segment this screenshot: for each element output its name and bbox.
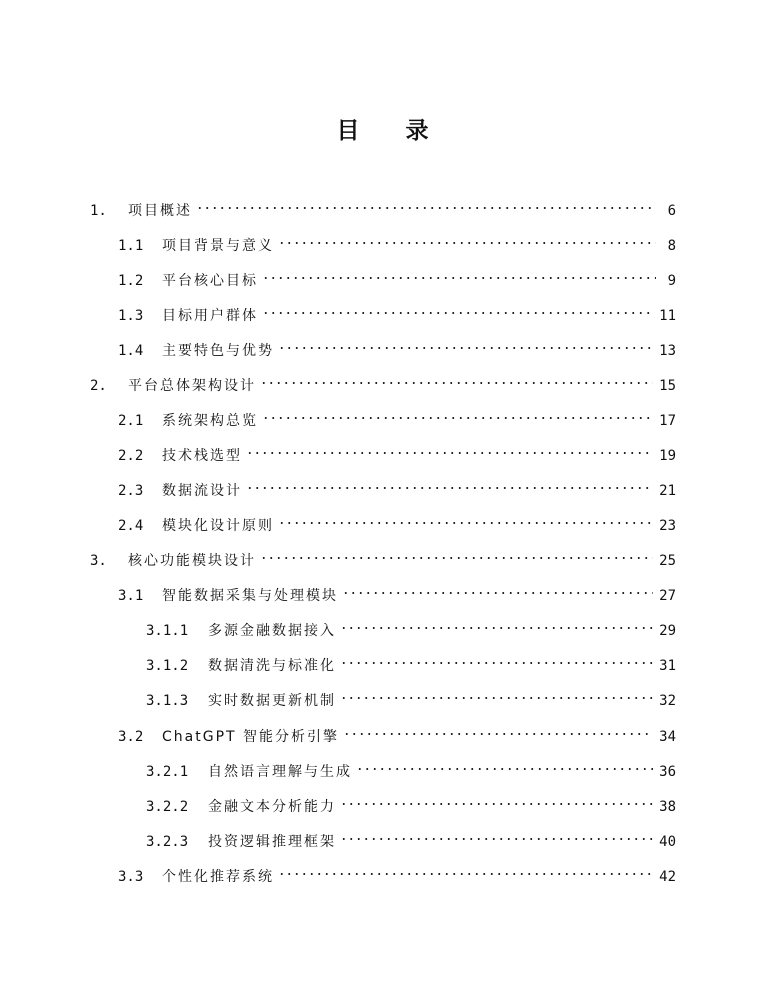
toc-entry[interactable] — [118, 719, 676, 745]
toc-entry-title: 数据清洗与标准化 — [208, 658, 336, 674]
toc-entry-title: 平台总体架构设计 — [128, 378, 256, 394]
toc-entry-title: 平台核心目标 — [162, 273, 258, 289]
toc-entry[interactable] — [146, 613, 676, 639]
toc-entry[interactable] — [118, 438, 676, 464]
toc-entry-number: 1.1 — [118, 238, 144, 254]
toc-leader-dots — [340, 613, 653, 635]
toc-leader-dots — [246, 473, 653, 495]
toc-entry[interactable] — [118, 473, 676, 499]
toc-entry-title: 技术栈选型 — [162, 448, 242, 464]
toc-entry[interactable] — [146, 789, 676, 815]
toc-entry[interactable] — [118, 298, 676, 324]
toc-entry-title: 项目背景与意义 — [162, 238, 274, 254]
toc-entry-page-number: 25 — [659, 553, 676, 569]
toc-entry[interactable] — [146, 754, 676, 780]
toc-leader-dots — [340, 789, 653, 811]
toc-entry-title: 数据流设计 — [162, 483, 242, 499]
toc-entry-page-number: 13 — [659, 343, 676, 359]
toc-entry-page-number: 36 — [659, 764, 676, 780]
toc-entry[interactable] — [118, 263, 676, 289]
toc-entry-title: 项目概述 — [128, 203, 192, 219]
toc-entry-number: 3.2.1 — [146, 764, 189, 780]
toc-entry-title: 投资逻辑推理框架 — [208, 834, 336, 850]
toc-entry-title: 模块化设计原则 — [162, 518, 274, 534]
toc-title-char-1: 目 — [336, 117, 360, 144]
toc-entry-title: 目标用户群体 — [162, 308, 258, 324]
toc-entry[interactable] — [118, 859, 676, 885]
toc-entry-page-number: 21 — [659, 483, 676, 499]
toc-entry-number: 1. — [90, 203, 107, 219]
toc-leader-dots — [262, 263, 656, 285]
toc-entry-title: 核心功能模块设计 — [128, 553, 256, 569]
toc-entry-page-number: 40 — [659, 834, 676, 850]
toc-entry-page-number: 8 — [667, 238, 676, 254]
toc-entry-page-number: 38 — [659, 799, 676, 815]
toc-leader-dots — [262, 403, 653, 425]
toc-entry-number: 3.1.1 — [146, 623, 189, 639]
toc-leader-dots — [340, 683, 653, 705]
toc-leader-dots — [278, 333, 653, 355]
toc-leader-dots — [260, 543, 653, 565]
toc-leader-dots — [278, 228, 656, 250]
toc-entry-page-number: 15 — [659, 378, 676, 394]
toc-entry-page-number: 17 — [659, 413, 676, 429]
toc-entry-number: 3.1.2 — [146, 658, 189, 674]
toc-entry-number: 3.1 — [118, 588, 144, 604]
toc-entry[interactable] — [90, 543, 676, 569]
toc-entry-number: 3.1.3 — [146, 693, 189, 709]
toc-entry-page-number: 42 — [659, 869, 676, 885]
toc-entry-number: 1.3 — [118, 308, 144, 324]
toc-entry-number: 2. — [90, 378, 107, 394]
toc-leader-dots — [343, 719, 653, 741]
toc-entry-page-number: 31 — [659, 658, 676, 674]
toc-entry-number: 3.2.3 — [146, 834, 189, 850]
toc-entry-number: 2.3 — [118, 483, 144, 499]
toc-entry-title: 多源金融数据接入 — [208, 623, 336, 639]
toc-entry-title: 实时数据更新机制 — [208, 693, 336, 709]
toc-entry[interactable] — [146, 683, 676, 709]
toc-entry[interactable] — [146, 648, 676, 674]
toc-leader-dots — [278, 859, 653, 881]
toc-entry-number: 1.2 — [118, 273, 144, 289]
toc-entry-page-number: 6 — [667, 203, 676, 219]
toc-entry-number: 3. — [90, 553, 107, 569]
toc-entry[interactable] — [118, 403, 676, 429]
toc-leader-dots — [246, 438, 653, 460]
toc-entry[interactable] — [118, 578, 676, 604]
toc-entry-page-number: 27 — [659, 588, 676, 604]
toc-entry-number: 1.4 — [118, 343, 144, 359]
toc-entry-number: 2.1 — [118, 413, 144, 429]
toc-entry-page-number: 11 — [659, 308, 676, 324]
toc-entry-title: 智能数据采集与处理模块 — [162, 588, 338, 604]
toc-leader-dots — [262, 298, 653, 320]
toc-entry-page-number: 23 — [659, 518, 676, 534]
toc-entry-title: 自然语言理解与生成 — [208, 764, 352, 780]
toc-entry-title: 金融文本分析能力 — [208, 799, 336, 815]
toc-leader-dots — [340, 648, 653, 670]
toc-entry[interactable] — [90, 368, 676, 394]
toc-entry-title: 个性化推荐系统 — [162, 869, 274, 885]
toc-leader-dots — [196, 193, 656, 215]
toc-entry-number: 2.4 — [118, 518, 144, 534]
toc-entry-title: 主要特色与优势 — [162, 343, 274, 359]
toc-entry[interactable] — [118, 333, 676, 359]
toc-leader-dots — [278, 508, 653, 530]
toc-entry-page-number: 32 — [659, 693, 676, 709]
toc-title-char-2: 录 — [405, 117, 429, 144]
toc-entry-page-number: 29 — [659, 623, 676, 639]
toc-entry-number: 3.2.2 — [146, 799, 189, 815]
toc-entry[interactable] — [118, 228, 676, 254]
toc-entry[interactable] — [118, 508, 676, 534]
toc-entry[interactable] — [146, 824, 676, 850]
toc-entry-title: ChatGPT 智能分析引擎 — [162, 729, 340, 745]
toc-entry-title: 系统架构总览 — [162, 413, 258, 429]
toc-leader-dots — [340, 824, 653, 846]
toc-leader-dots — [342, 578, 653, 600]
toc-leader-dots — [356, 754, 653, 776]
toc-entry-page-number: 9 — [667, 273, 676, 289]
toc-entry[interactable] — [90, 193, 676, 219]
toc-entry-number: 3.2 — [118, 729, 144, 745]
toc-entry-number: 3.3 — [118, 869, 144, 885]
toc-entry-number: 2.2 — [118, 448, 144, 464]
toc-entry-page-number: 19 — [659, 448, 676, 464]
toc-entry-page-number: 34 — [659, 729, 676, 745]
toc-leader-dots — [260, 368, 653, 390]
